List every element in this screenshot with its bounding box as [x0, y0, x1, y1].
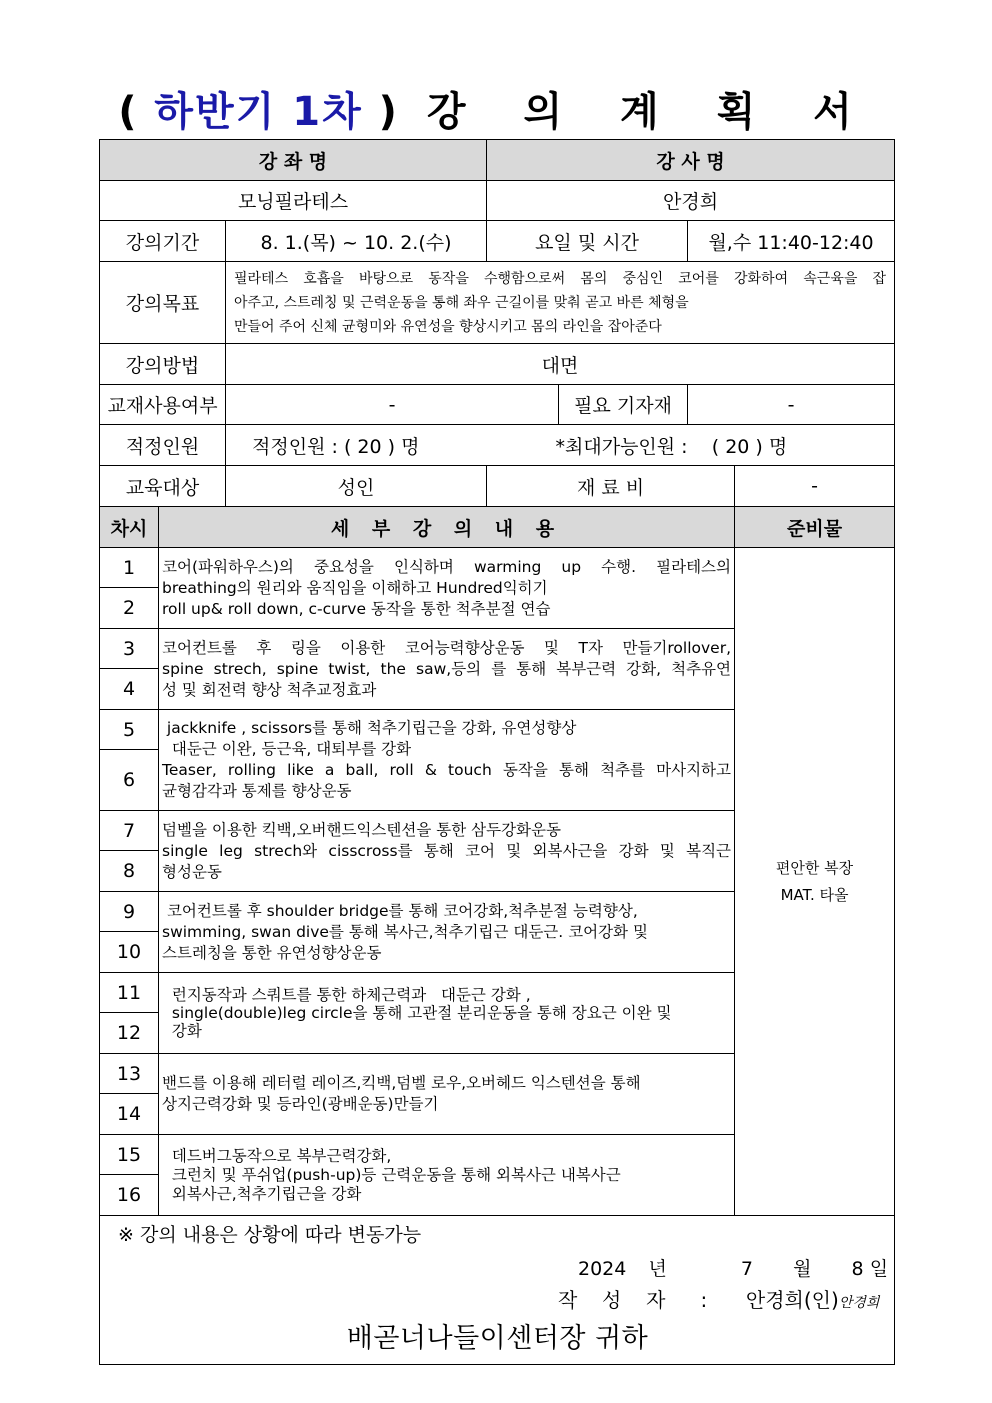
- session-content-3: jackknife , scissors를 통해 척추기립근을 강화, 유연성향상 대둔근 이완, 등근육, 대퇴부를 강화 Teaser, rolling like a ball, roll & touch 동작을 통해 척추를 마사지하고 균형감각과 통제를 향상운동: [159, 710, 735, 811]
- schedule-label: 요일 및 시간: [487, 221, 688, 262]
- session-number: 2: [100, 588, 159, 629]
- instructor-value: 안경희: [487, 181, 895, 221]
- target-value: 성인: [226, 466, 487, 507]
- session-number: 8: [100, 851, 159, 892]
- title-period: 하반기 1차: [154, 89, 363, 135]
- target-label: 교육대상: [100, 466, 226, 507]
- session-number: 9: [100, 892, 159, 932]
- course-name-header: 강 좌 명: [100, 140, 487, 181]
- session-number: 13: [100, 1054, 159, 1094]
- title-close-paren: ): [378, 89, 399, 135]
- date-year-unit: 년: [648, 1258, 667, 1280]
- title-open-paren: (: [118, 89, 139, 135]
- session-number: 15: [100, 1135, 159, 1175]
- date-day: 8: [851, 1258, 864, 1280]
- fee-label: 재 료 비: [487, 466, 735, 507]
- session-content-4: 덤벨을 이용한 킥백,오버핸드익스텐션을 통한 삼두강화운동 single leg strech와 cisscross를 통해 코어 및 외복사근을 강화 및 복직근 형성운동: [159, 811, 735, 892]
- session-number: 3: [100, 629, 159, 669]
- method-value: 대면: [226, 344, 895, 385]
- content-header: 세 부 강 의 내 용: [159, 507, 735, 548]
- footer-section: [100, 1216, 895, 1365]
- period-value: 8. 1.(목) ~ 10. 2.(수): [226, 221, 487, 262]
- date-month: 7: [740, 1258, 753, 1280]
- date-year: 2024: [578, 1258, 627, 1280]
- capacity-row: [226, 425, 895, 466]
- textbook-label: 교재사용여부: [100, 385, 226, 425]
- session-number: 7: [100, 811, 159, 851]
- session-content-2: 코어컨트롤 후 링을 이용한 코어능력향상운동 및 T자 만들기rollover, spine strech, spine twist, the saw,등의 를 통해 복부근력 강화, 척추유연 성 및 회전력 향상 척추교정효과: [159, 629, 735, 710]
- max-capacity-value: *최대가능인원 : ( 20 ) 명: [555, 435, 788, 458]
- capacity-label: 적정인원: [100, 425, 226, 466]
- prep-item-clothes: 편안한 복장: [775, 858, 854, 877]
- session-number: 14: [100, 1094, 159, 1135]
- period-label: 강의기간: [100, 221, 226, 262]
- written-date: [578, 1254, 888, 1281]
- date-month-unit: 월: [793, 1258, 812, 1280]
- equipment-label: 필요 기자재: [559, 385, 688, 425]
- writer-label: 작 성 자 :: [558, 1288, 712, 1312]
- session-content-8: 데드버그동작으로 복부근력강화, 크런치 및 푸쉬업(push-up)등 근력운동을 통해 외복사근 내복사근 외복사근,척추기립근을 강화: [159, 1135, 735, 1216]
- fee-value: -: [735, 466, 895, 507]
- session-number: 16: [100, 1175, 159, 1216]
- session-number: 4: [100, 669, 159, 710]
- prep-header: 준비물: [735, 507, 895, 548]
- session-number: 11: [100, 973, 159, 1013]
- goal-label: 강의목표: [100, 262, 226, 344]
- session-content-1: 코어(파워하우스)의 중요성을 인식하며 warming up 수행. 필라테스의 breathing의 원리와 움직임을 이해하고 Hundred익히기 roll up& roll down, c-curve 동작을 통한 척추분절 연습: [159, 548, 735, 629]
- instructor-header: 강 사 명: [487, 140, 895, 181]
- schedule-value: 월,수 11:40-12:40: [688, 221, 895, 262]
- session-content-7: 밴드를 이용해 레터럴 레이즈,킥백,덤벨 로우,오버헤드 익스텐션을 통해 상지근력강화 및 등라인(광배운동)만들기: [159, 1054, 735, 1135]
- prep-items: [735, 548, 895, 1216]
- date-day-unit: 일: [869, 1258, 889, 1280]
- signature: 안경희: [838, 1295, 880, 1311]
- session-content-6: 런지동작과 스쿼트를 통한 하체근력과 대둔근 강화 , single(double)leg circle을 통해 고관절 분리운동을 통해 장요근 이완 및 강화: [159, 973, 735, 1054]
- writer-name: 안경희(인): [745, 1288, 839, 1312]
- course-name-value: 모닝필라테스: [100, 181, 487, 221]
- capacity-value: 적정인원 : ( 20 ) 명: [252, 435, 420, 458]
- session-header: 차시: [100, 507, 159, 548]
- session-number: 5: [100, 710, 159, 750]
- session-number: 1: [100, 548, 159, 588]
- method-label: 강의방법: [100, 344, 226, 385]
- equipment-value: -: [688, 385, 895, 425]
- session-content-5: 코어컨트롤 후 shoulder bridge를 통해 코어강화,척추분절 능력향상, swimming, swan dive를 통해 복사근,척추기립근 대둔근. 코어강화 및 스트레칭을 통한 유연성향상운동: [159, 892, 735, 973]
- recipient: 배곧너나들이센터장 귀하: [346, 1323, 649, 1354]
- session-number: 6: [100, 750, 159, 811]
- title-doc-name: 강 의 계 획 서: [426, 89, 874, 135]
- writer-line: [558, 1284, 879, 1313]
- session-number: 10: [100, 932, 159, 973]
- session-number: 12: [100, 1013, 159, 1054]
- change-notice: ※ 강의 내용은 상황에 따라 변동가능: [118, 1224, 422, 1246]
- goal-text: 필라테스 호흡을 바탕으로 동작을 수행함으로써 몸의 중심인 코어를 강화하여 속근육을 잡 아주고, 스트레칭 및 근력운동을 통해 좌우 근길이를 맞춰 곧고 바른 체형을 만들어 주어 신체 균형미와 유연성을 향상시키고 몸의 라인을 잡아준다: [226, 262, 895, 344]
- textbook-value: -: [226, 385, 559, 425]
- prep-item-mat: MAT. 타올: [780, 885, 849, 904]
- document-title: [0, 80, 992, 137]
- lecture-plan-table: [99, 139, 895, 1365]
